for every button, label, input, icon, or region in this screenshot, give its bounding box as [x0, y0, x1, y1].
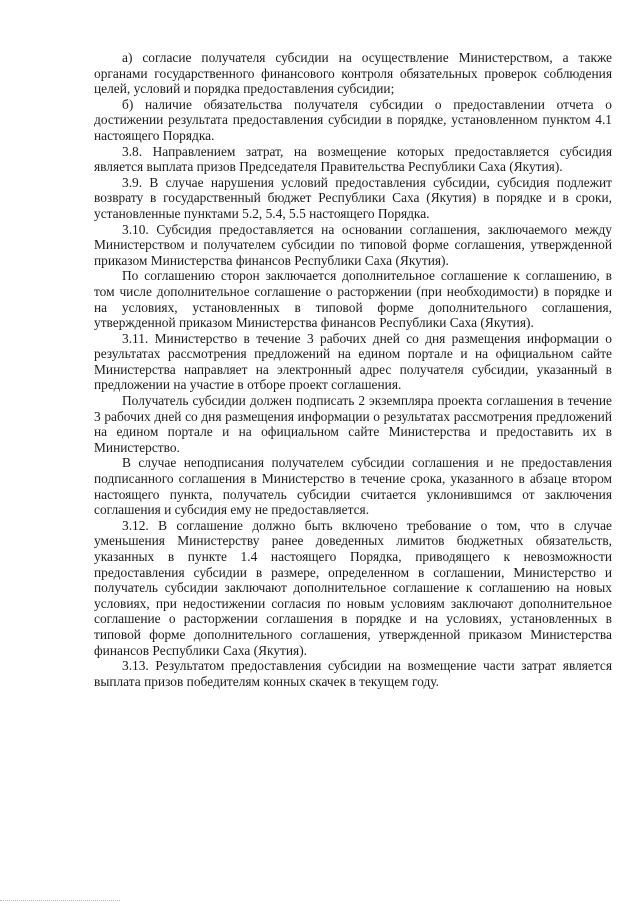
- paragraph-3-11-refusal: В случае неподписания получателем субсидии соглашения и не предоставления подписанного соглашения в Министерство в течение срока, указанного в абзаце втором настоящего пункта, получатель субсидии считается уклонившимся от заключения соглашения и субсидия ему не предоставляется.: [94, 455, 612, 518]
- paragraph-3-10-additional: По соглашению сторон заключается дополнительное соглашение к соглашению, в том числе дополнительное соглашение о расторжении (при необходимости) в порядке и на условиях, установленных в типовой форме дополнительного соглашения, утвержденной приказом Министерства финансов Республики Саха (Якутия).: [94, 268, 612, 331]
- paragraph-3-11-signing: Получатель субсидии должен подписать 2 экземпляра проекта соглашения в течение 3 рабочих дней со дня размещения информации о результатах рассмотрения предложений на едином портале и на официальном сайте Министерства и предоставить их в Министерство.: [94, 393, 612, 455]
- paragraph-3-7-a: а) согласие получателя субсидии на осуществление Министерством, а также органами государственного финансового контроля обязательных проверок соблюдения целей, условий и порядка предоставления субсидии;: [94, 50, 612, 97]
- document-body: [94, 50, 612, 689]
- paragraph-3-13: 3.13. Результатом предоставления субсидии на возмещение части затрат является выплата призов победителям конных скачек в текущем году.: [94, 658, 612, 689]
- scan-edge-divider: [0, 900, 120, 901]
- paragraph-3-11: 3.11. Министерство в течение 3 рабочих дней со дня размещения информации о результатах рассмотрения предложений на едином портале и на официальном сайте Министерства направляет на электронный адрес получателя субсидии, указанный в предложении на участие в отборе проект соглашения.: [94, 330, 612, 393]
- paragraph-3-12: 3.12. В соглашение должно быть включено требование о том, что в случае уменьшения Министерству ранее доведенных лимитов бюджетных обязательств, указанных в пункте 1.4 настоящего Порядка, приводящего к невозможности предоставления субсидии в размере, определенном в соглашении, Министерство и получатель субсидии заключают дополнительное соглашение к соглашению на новых условиях, при недостижении согласия по новым условиям заключают дополнительное соглашение о расторжении соглашения в порядке и на условиях, установленных в типовой форме дополнительного соглашения, утвержденной приказом Министерства финансов Республики Саха (Якутия).: [94, 517, 612, 658]
- paragraph-3-10: 3.10. Субсидия предоставляется на основании соглашения, заключаемого между Министерством и получателем субсидии по типовой форме соглашения, утвержденной приказом Министерства финансов Республики Саха (Якутия).: [94, 221, 612, 268]
- paragraph-3-8: 3.8. Направлением затрат, на возмещение которых предоставляется субсидия является выплата призов Председателя Правительства Республики Саха (Якутия).: [94, 143, 612, 175]
- paragraph-3-9: 3.9. В случае нарушения условий предоставления субсидии, субсидия подлежит возврату в государственный бюджет Республики Саха (Якутия) в порядке и в сроки, установленные пунктами 5.2, 5.4, 5.5 настоящего Порядка.: [94, 174, 612, 221]
- paragraph-3-7-b: б) наличие обязательства получателя субсидии о предоставлении отчета о достижении результата предоставления субсидии в порядке, установленном пунктом 4.1 настоящего Порядка.: [94, 96, 612, 143]
